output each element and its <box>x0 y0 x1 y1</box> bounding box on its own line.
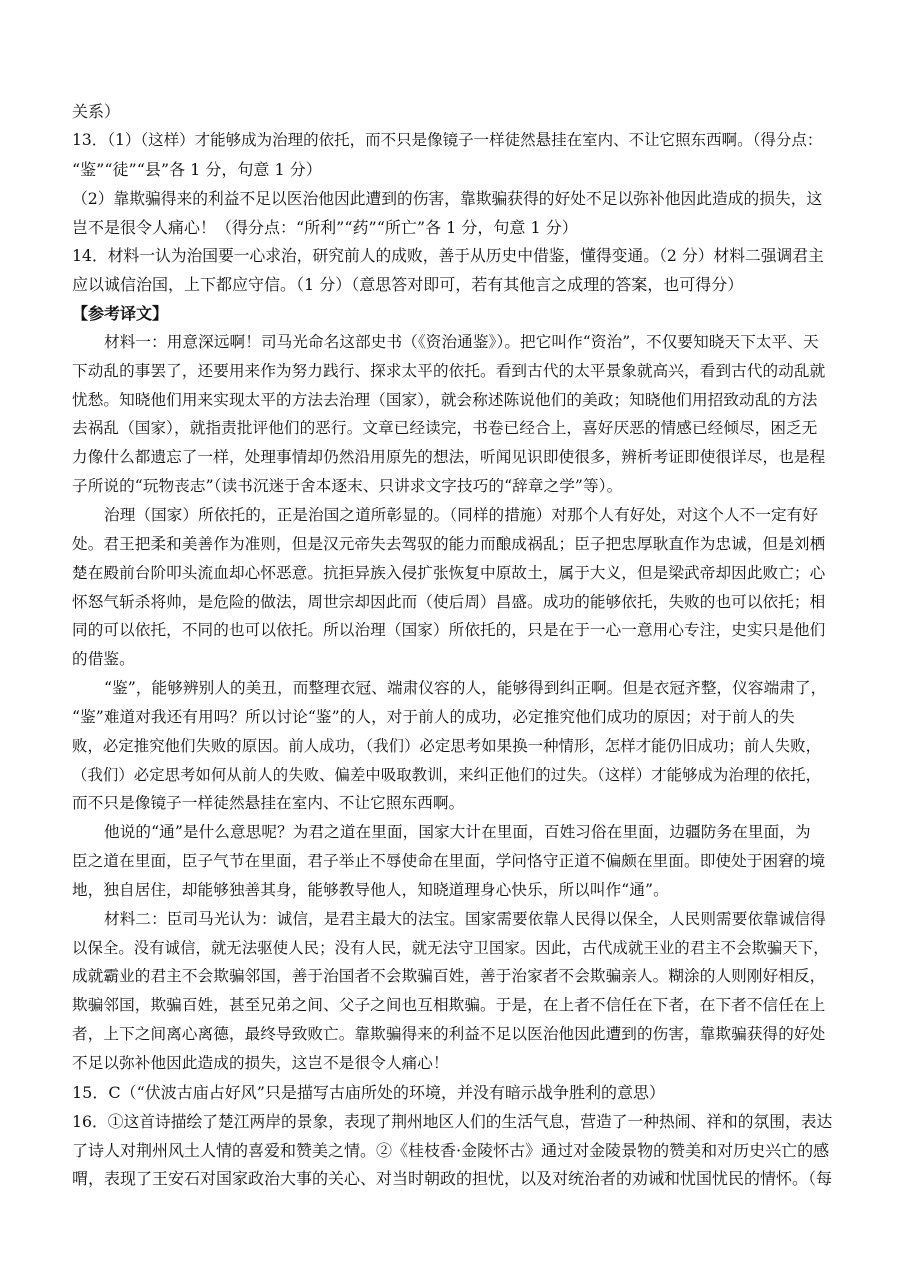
translation-line: 他说的“通”是什么意思呢？为君之道在里面，国家大计在里面，百姓习俗在里面，边疆防务在里面，为 <box>104 823 811 841</box>
translation-line: 力像什么都遗忘了一样，处理事情却仍然沿用原先的想法，听闻见识即使很多，辨析考证即使很详尽，也是程 <box>72 448 826 466</box>
translation-line: 而不只是像镜子一样徒然悬挂在室内、不让它照东西啊。 <box>72 794 465 812</box>
translation-line: 臣之道在里面，臣子气节在里面，君子举止不辱使命在里面，学问恪守正道不偏颇在里面。即使处于困窘的境 <box>72 852 826 870</box>
answer-13-1-line-2: “鉴”“徒”“县”各 1 分，句意 1 分） <box>72 160 322 179</box>
translation-line: 材料二：臣司马光认为：诚信，是君主最大的法宝。国家需要依靠人民得以保全，人民则需要依靠诚信得 <box>104 910 826 928</box>
translation-line: 去祸乱（国家），就指责批评他们的恶行。文章已经读完，书卷已经合上，喜好厌恶的情感已经倾尽，困乏无 <box>72 419 818 437</box>
translation-line: 子所说的“玩物丧志”（读书沉迷于舍本逐末、只讲求文字技巧的“辞章之学”等）。 <box>72 477 623 495</box>
answer-16-line-3: 喟，表现了王安石对国家政治大事的关心、对当时朝政的担忧，以及对统治者的劝诫和忧国忧民的情怀。（每 <box>72 1169 833 1188</box>
answer-15: 15．C（“伏波古庙占好风”只是描写古庙所处的环境，并没有暗示战争胜利的意思） <box>72 1083 665 1102</box>
translation-line: 的借鉴。 <box>72 650 135 668</box>
translation-line: 地，独自居住，却能够独善其身，能够教导他人，知晓道理身心快乐，所以叫作“通”。 <box>72 881 669 899</box>
translation-line: 者，上下之间离心离德，最终导致败亡。靠欺骗得来的利益不足以医治他因此遭到的伤害，靠欺骗获得的好处 <box>72 1025 826 1043</box>
translation-line: 欺骗邻国，欺骗百姓，甚至兄弟之间、父子之间也互相欺骗。于是，在上者不信任在下者，在下者不信任在上 <box>72 996 826 1014</box>
translation-line: “鉴”，能够辨别人的美丑，而整理衣冠、端肃仪容的人，能够得到纠正啊。但是衣冠齐整，仪容端肃了， <box>104 679 827 697</box>
translation-line: 下动乱的事罢了，还要用来作为努力践行、探求太平的依托。看到古代的太平景象就高兴，看到古代的动乱就 <box>72 362 826 380</box>
translation-line: 忧愁。知晓他们用来实现太平的方法去治理（国家），就会称述陈说他们的美政；知晓他们用招致动乱的方法 <box>72 391 818 409</box>
answer-14-line-2: 应以诚信治国，上下都应守信。（1 分）（意思答对即可，若有其他言之成理的答案，也可得分） <box>72 275 744 294</box>
answer-line-relation: 关系） <box>72 102 121 121</box>
translation-line: 处。君王把柔和美善作为准则，但是汉元帝失去驾驭的能力而酿成祸乱；臣子把忠厚耿直作为忠诚，但是刘栖 <box>72 535 826 553</box>
answer-13-2-line-2: 岂不是很令人痛心！（得分点：“所利”“药”“所亡”各 1 分，句意 1 分） <box>72 218 578 237</box>
translation-line: （我们）必定思考如何从前人的失败、偏差中吸取教训，来纠正他们的过失。（这样）才能够成为治理的依托， <box>72 766 822 784</box>
translation-line: 楚在殿前台阶叩头流血却心怀恶意。抗拒异族入侵扩张恢复中原故土，属于大义，但是梁武帝却因此败亡；心 <box>72 564 826 582</box>
translation-line: 同的可以依托，不同的也可以依托。所以治理（国家）所依托的，只是在于一心一意用心专注，史实只是他们 <box>72 621 826 639</box>
translation-line: 治理（国家）所依托的，正是治国之道所彰显的。（同样的措施）对那个人有好处，对这个人不一定有好 <box>104 506 819 524</box>
answer-16-line-2: 了诗人对荆州风土人情的喜爱和赞美之情。②《桂枝香·金陵怀古》通过对金陵景物的赞美和对历史兴亡的感 <box>72 1141 830 1160</box>
answer-14-line-1: 14．材料一认为治国要一心求治，研究前人的成败，善于从历史中借鉴，懂得变通。（2 分）材料二强调君主 <box>72 246 824 265</box>
translation-line: 怀怒气斩杀将帅，是危险的做法，周世宗却因此而（使后周）昌盛。成功的能够依托，失败的也可以依托；相 <box>72 593 826 611</box>
answer-13-2-line-1: （2）靠欺骗得来的利益不足以医治他因此遭到的伤害，靠欺骗获得的好处不足以弥补他因此造成的损失，这 <box>72 189 823 208</box>
translation-line: 材料一：用意深远啊！司马光命名这部史书（《资治通鉴》）。把它叫作“资治”，不仅要知晓天下太平、天 <box>104 333 819 351</box>
answer-16-line-1: 16．①这首诗描绘了楚江两岸的景象，表现了荆州地区人们的生活气息，营造了一种热闹、祥和的氛围，表达 <box>72 1112 833 1131</box>
translation-line: 成就霸业的君主不会欺骗邻国，善于治国者不会欺骗百姓，善于治家者不会欺骗亲人。糊涂的人则刚好相反， <box>72 967 826 985</box>
translation-line: 败，必定推究他们失败的原因。前人成功，（我们）必定思考如果换一种情形，怎样才能仍旧成功；前人失败， <box>72 737 822 755</box>
answer-13-1-line-1: 13．（1）（这样）才能够成为治理的依托，而不只是像镜子一样徒然悬挂在室内、不让它照东西啊。（得分点： <box>72 131 823 149</box>
translation-line: 不足以弥补他因此造成的损失，这岂不是很令人痛心！ <box>72 1054 449 1072</box>
translation-line: 以保全。没有诚信，就无法驱使人民；没有人民，就无法守卫国家。因此，古代成就王业的君主不会欺骗天下， <box>72 939 829 957</box>
translation-heading: 【参考译文】 <box>72 304 169 323</box>
translation-line: “鉴”难道对我还有用吗？所以讨论“鉴”的人，对于前人的成功，必定推究他们成功的原因；对于前人的失 <box>72 708 795 726</box>
